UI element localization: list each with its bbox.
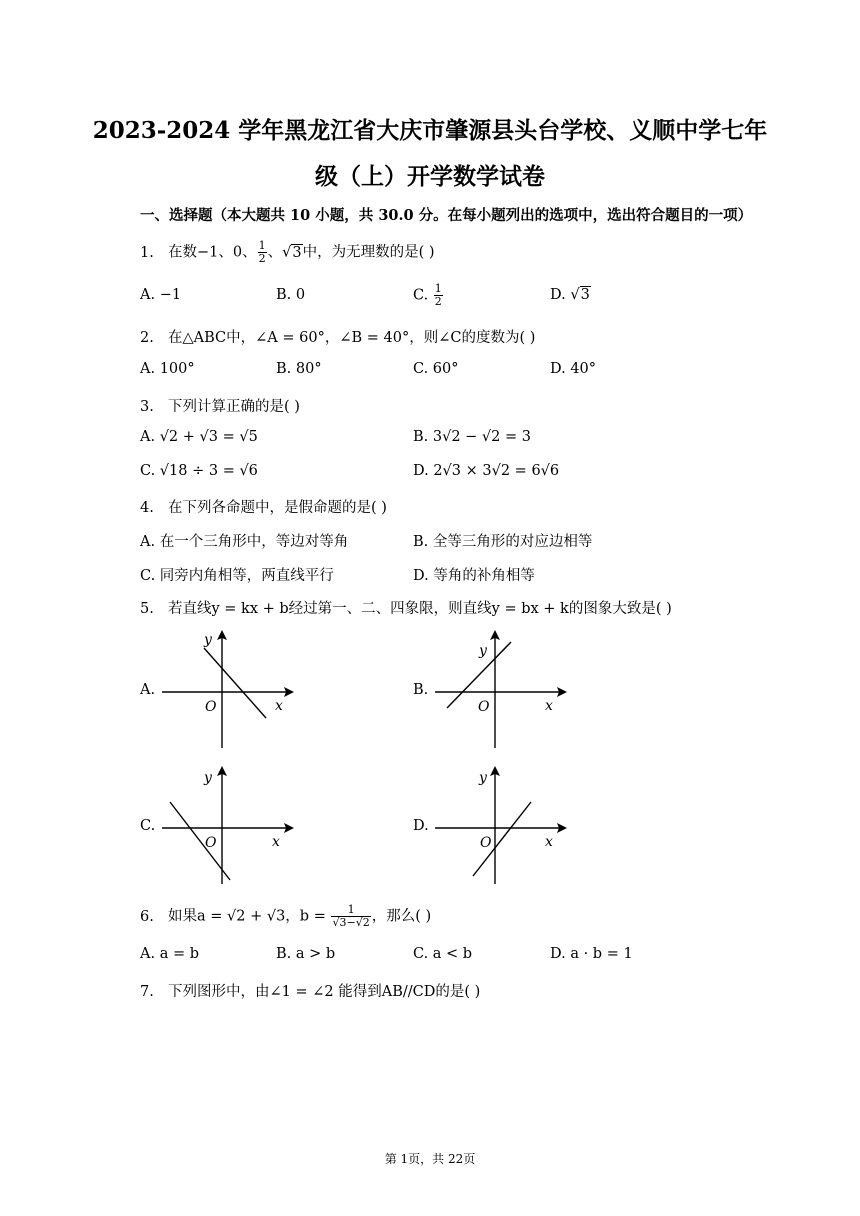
- option-a: A. 在一个三角形中，等边对等角: [140, 534, 349, 550]
- axis-y-label: y: [204, 770, 212, 786]
- axis-x-label: x: [545, 834, 553, 850]
- option-a: A. 100°: [140, 361, 195, 377]
- option-c: C. √18 ÷ 3 = √6: [140, 463, 258, 479]
- graph-b: [433, 628, 573, 750]
- axis-y-label: y: [479, 770, 487, 786]
- axis-y-label: y: [479, 643, 487, 659]
- graph-d: [433, 764, 573, 886]
- option-b-label: B.: [413, 682, 429, 698]
- origin-label: O: [205, 699, 217, 715]
- question-2: [140, 326, 535, 347]
- question-text: 如果a = √2 + √3，b =: [168, 908, 331, 925]
- option-c: C. 同旁内角相等，两直线平行: [140, 568, 334, 584]
- question-text: 若直线y = kx + b经过第一、二、四象限，则直线y = bx + k的图象大致是( ): [168, 601, 672, 617]
- question-7: [140, 980, 480, 1001]
- fraction: $\frac{1}{2}$: [434, 282, 442, 308]
- page-title-line1: 2023-2024 学年黑龙江省大庆市肇源县头台学校、义顺中学七年: [92, 117, 768, 144]
- option-d: D. 等角的补角相等: [413, 568, 535, 584]
- question-number: 5.: [140, 601, 154, 617]
- origin-label: O: [205, 835, 217, 851]
- option-a: A. a = b: [140, 946, 199, 962]
- question-text: 在△ABC中，∠A = 60°，∠B = 40°，则∠C的度数为( ): [168, 330, 536, 346]
- option-a: A. −1: [140, 287, 182, 303]
- question-number: 1.: [140, 244, 154, 261]
- question-number: 7.: [140, 984, 154, 1000]
- question-text: 在下列各命题中，是假命题的是( ): [168, 500, 387, 516]
- option-d: D. 2√3 × 3√2 = 6√6: [413, 463, 560, 479]
- axis-x-label: x: [275, 698, 283, 714]
- section-heading: 一、选择题（本大题共 10 小题，共 30.0 分。在每小题列出的选项中，选出符合题目的一项）: [140, 207, 753, 224]
- page-title-line2: 级（上）开学数学试卷: [315, 163, 545, 190]
- graph-a: [160, 628, 300, 750]
- axis-x-label: x: [272, 834, 280, 850]
- axis-x-label: x: [545, 698, 553, 714]
- question-text: ，那么( ): [371, 908, 432, 925]
- fraction: $\frac{1}{2}$: [258, 239, 266, 265]
- origin-label: O: [480, 835, 492, 851]
- question-number: 6.: [140, 908, 154, 925]
- option-c: C. $\frac{1}{2}$: [413, 282, 442, 308]
- axis-y-label: y: [204, 632, 212, 648]
- square-root: √3: [570, 287, 590, 303]
- option-b: B. 80°: [276, 361, 322, 377]
- question-text: 、: [267, 244, 283, 261]
- question-text: 下列计算正确的是( ): [168, 399, 300, 415]
- option-b: B. 全等三角形的对应边相等: [413, 534, 593, 550]
- question-5: [140, 597, 672, 618]
- graph-c: [160, 764, 300, 886]
- question-6: [140, 904, 431, 929]
- question-number: 2.: [140, 330, 154, 346]
- question-number: 4.: [140, 500, 154, 516]
- option-a-label: A.: [140, 682, 156, 698]
- option-c-label: C.: [140, 818, 156, 834]
- option-d: D. √3: [550, 287, 590, 303]
- option-d-label: D.: [413, 818, 429, 834]
- square-root: √3: [282, 244, 302, 261]
- option-b: B. 3√2 − √2 = 3: [413, 429, 531, 445]
- option-d: D. 40°: [550, 361, 597, 377]
- option-b: B. 0: [276, 287, 306, 303]
- option-b: B. a > b: [276, 946, 336, 962]
- option-a: A. √2 + √3 = √5: [140, 429, 258, 445]
- fraction: $\frac{1}{√3-√2}$: [332, 903, 370, 929]
- page-footer: 第 1页，共 22页: [384, 1152, 476, 1166]
- question-text: 中，为无理数的是( ): [302, 244, 435, 261]
- question-3: [140, 395, 300, 416]
- question-text: 下列图形中，由∠1 = ∠2 能得到AB//CD的是( ): [168, 984, 481, 1000]
- question-1: [140, 240, 435, 265]
- option-c: C. a < b: [413, 946, 473, 962]
- option-d: D. a · b = 1: [550, 946, 633, 962]
- question-4: [140, 496, 387, 517]
- question-number: 3.: [140, 399, 154, 415]
- question-text: 在数−1、0、: [168, 244, 257, 261]
- option-c: C. 60°: [413, 361, 459, 377]
- origin-label: O: [478, 699, 490, 715]
